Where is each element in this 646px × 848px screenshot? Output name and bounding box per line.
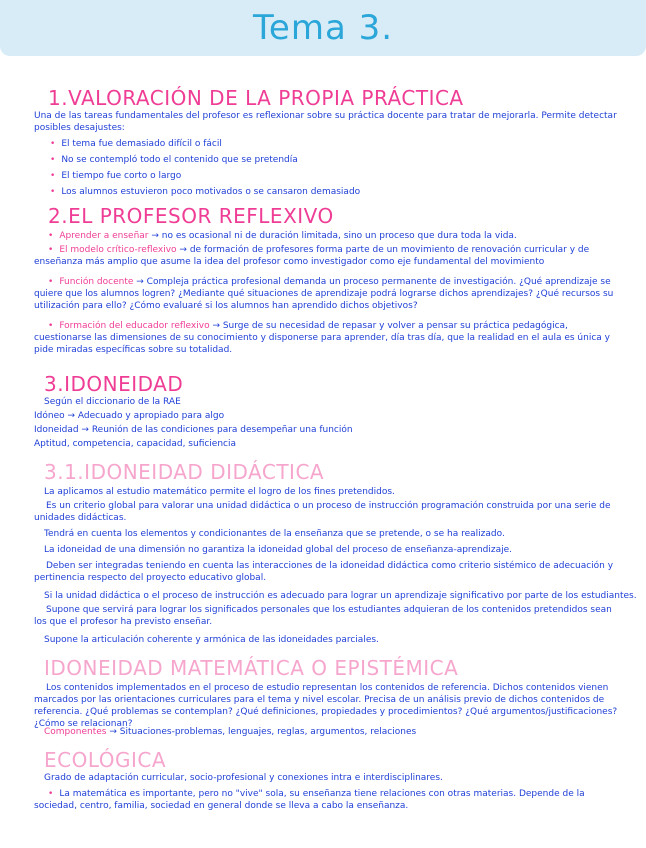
section-3-1-line: Si la unidad didáctica o el proceso de instrucción es adecuado para lograr un aprendizaje significativo por parte de los estudiantes. [44,591,637,601]
section-2-point: • Formación del educador reflexivo → Surge de su necesidad de repasar y volver a pensar su práctica pedagógica, cuestionarse las dimensiones de su conocimiento y disponerse para aprender, día tras día, que la realidad en el aula es única y pide miradas específicas sobre su totalidad. [34,321,610,355]
section-3-line: Aptitud, competencia, capacidad, suficiencia [34,439,237,449]
section-2-point: • Aprender a enseñar → no es ocasional ni de duración limitada, sino un proceso que dura toda la vida. [48,231,517,241]
section-3-line: Idoneidad → Reunión de las condiciones para desempeñar una función [34,425,353,435]
section-1-heading: 1.VALORACIÓN DE LA PROPIA PRÁCTICA [48,86,464,110]
section-3-3-heading: ECOLÓGICA [44,748,167,772]
section-3-2-components: Componentes → Situaciones-problemas, lenguajes, reglas, argumentos, relaciones [44,727,417,737]
section-3-2-text: Los contenidos implementados en el proceso de estudio representan los contenidos de referencia. Dichos contenidos vienen marcados por las orientaciones curriculares para el tema y nivel escolar. Precisa de un análisis previo de dichos contenidos de referencia. ¿Qué problemas se contemplan? ¿Qué definiciones, propiedades y procedimientos? ¿Qué argumentos/justificaciones? ¿Cómo se relacionan? [34,683,618,729]
section-3-1-line: La aplicamos al estudio matemático permite el logro de los fines pretendidos. [44,487,395,497]
section-3-heading: 3.IDONEIDAD [44,372,184,396]
section-3-3-bullet: • La matemática es importante, pero no "vive" sola, su enseñanza tiene relaciones con otras materias. Depende de la sociedad, centro, familia, sociedad en general donde se lleva a cabo la enseñanza. [34,789,585,811]
section-3-1-line: Supone la articulación coherente y armónica de las idoneidades parciales. [44,635,379,645]
section-2-point: • Función docente → Compleja práctica profesional demanda un proceso permanente de investigación. ¿Qué aprendizaje se quiere que los alumnos logren? ¿Mediante qué situaciones de aprendizaje podrá lograrse dichos aprendizajes? ¿Qué recursos su utilización para ello? ¿Cómo evaluaré si los alumnos han aprendido dichos objetivos? [34,277,614,311]
section-1-bullet: • El tiempo fue corto o largo [50,171,182,181]
section-1-bullet: • No se contempló todo el contenido que se pretendía [50,155,298,165]
section-3-1-heading: 3.1.IDONEIDAD DIDÁCTICA [44,460,325,484]
section-3-1-line: La idoneidad de una dimensión no garantiza la idoneidad global del proceso de enseñanza-aprendizaje. [44,545,513,555]
section-1-bullet: • Los alumnos estuvieron poco motivados o se cansaron demasiado [50,187,361,197]
section-3-2-heading: IDONEIDAD MATEMÁTICA O EPISTÉMICA [44,656,459,680]
section-2-heading: 2.EL PROFESOR REFLEXIVO [48,204,334,228]
section-2-point: • El modelo crítico-reflexivo → de formación de profesores forma parte de un movimiento de renovación curricular y de enseñanza más amplio que asume la idea del profesor como investigador como eje fundamental del movimiento [34,245,590,267]
section-1-bullet: • El tema fue demasiado difícil o fácil [50,139,222,149]
section-3-1-line: Deben ser integradas teniendo en cuenta las interacciones de la idoneidad didáctica como criterio sistémico de adecuación y pertinencia respecto del proyecto educativo global. [34,561,614,583]
section-3-3-text: Grado de adaptación curricular, socio-profesional y conexiones intra e interdisciplinares. [44,773,443,783]
section-3-1-line: Supone que servirá para lograr los significados personales que los estudiantes adquieran de los contenidos pretendidos sean los que el profesor ha previsto enseñar. [34,605,612,627]
section-1-intro: Una de las tareas fundamentales del profesor es reflexionar sobre su práctica docente para tratar de mejorarla. Permite detectar posibles desajustes: [34,111,617,133]
section-3-line: Idóneo → Adecuado y apropiado para algo [34,411,225,421]
section-3-line: Según el diccionario de la RAE [44,397,181,407]
section-3-1-line: Es un criterio global para valorar una unidad didáctica o un proceso de instrucción programación construida por una serie de unidades didácticas. [34,501,611,523]
section-3-1-line: Tendrá en cuenta los elementos y condicionantes de la enseñanza que se pretende, o se ha realizado. [44,529,505,539]
title-banner [0,0,646,56]
page-title: Tema 3. [252,8,394,48]
